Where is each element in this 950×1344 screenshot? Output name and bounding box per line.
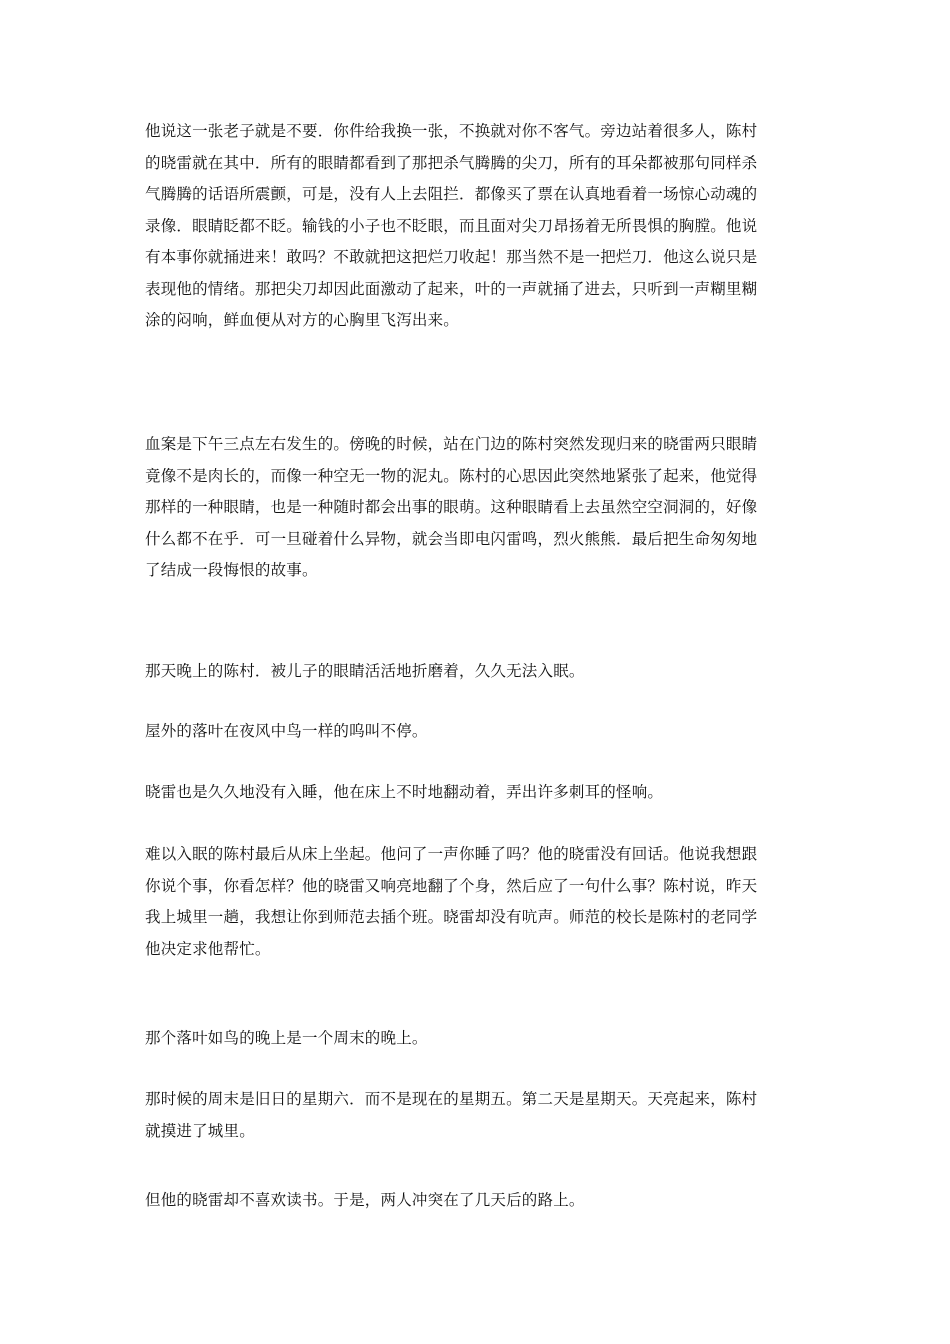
text-line: 晓雷也是久久地没有入睡，他在床上不时地翻动着，弄出许多刺耳的怪响。 — [145, 783, 664, 801]
paragraph-5 — [145, 777, 809, 809]
paragraph-6 — [145, 839, 809, 965]
paragraph-3 — [145, 656, 809, 688]
paragraph-9 — [145, 1185, 809, 1217]
paragraph-2 — [145, 429, 809, 587]
text-line: 的晓雷就在其中．所有的眼睛都看到了那把杀气腾腾的尖刀，所有的耳朵都被那句同样杀 — [145, 153, 758, 172]
text-line: 那个落叶如鸟的晚上是一个周末的晚上。 — [145, 1029, 428, 1047]
text-line: 录像．眼睛眨都不眨。输钱的小子也不眨眼，而且面对尖刀昂扬着无所畏惧的胸膛。他说 — [145, 216, 758, 235]
text-line: 屋外的落叶在夜风中鸟一样的呜叫不停。 — [145, 722, 428, 740]
text-line: 表现他的情绪。那把尖刀却因此面激动了起来，叶的一声就捅了进去，只听到一声糊里糊 — [145, 279, 758, 298]
text-line: 就摸进了城里。 — [145, 1121, 255, 1140]
text-line: 他说这一张老子就是不要．你件给我换一张，不换就对你不客气。旁边站着很多人，陈村 — [145, 122, 758, 140]
text-line: 你说个事，你看怎样？他的晓雷又响亮地翻了个身，然后应了一句什么事？陈村说，昨天 — [145, 876, 758, 895]
text-line: 涂的闷响，鲜血便从对方的心胸里飞泻出来。 — [145, 311, 460, 329]
text-line: 气腾腾的话语所震颤，可是，没有人上去阻拦．都像买了票在认真地看着一场惊心动魂的 — [145, 185, 758, 203]
text-line: 但他的晓雷却不喜欢读书。于是，两人冲突在了几天后的路上。 — [145, 1191, 585, 1209]
paragraph-8 — [145, 1084, 809, 1147]
text-line: 他决定求他帮忙。 — [145, 939, 271, 958]
paragraph-4 — [145, 716, 809, 748]
text-line: 竟像不是肉长的，而像一种空无一物的泥丸。陈村的心思因此突然地紧张了起来，他觉得 — [145, 466, 758, 485]
text-line: 了结成一段悔恨的故事。 — [145, 561, 318, 579]
text-line: 我上城里一趟，我想让你到师范去插个班。晓雷却没有吭声。师范的校长是陈村的老同学 — [145, 908, 758, 926]
text-line: 什么都不在乎．可一旦碰着什么异物，就会当即电闪雷鸣，烈火熊熊．最后把生命匆匆地 — [145, 529, 758, 548]
paragraph-7 — [145, 1023, 809, 1055]
text-line: 有本事你就捅进来！敢吗？不敢就把这把烂刀收起！那当然不是一把烂刀．他这么说只是 — [145, 248, 758, 266]
text-line: 那样的一种眼睛，也是一种随时都会出事的眼萌。这种眼睛看上去虽然空空洞洞的，好像 — [145, 498, 758, 516]
text-line: 那时候的周末是旧日的星期六．而不是现在的星期五。第二天是星期天。天亮起来，陈村 — [145, 1090, 758, 1108]
paragraph-1 — [145, 116, 809, 337]
text-line: 血案是下午三点左右发生的。傍晚的时候，站在门边的陈村突然发现归来的晓雷两只眼睛 — [145, 435, 758, 453]
text-line: 那天晚上的陈村．被儿子的眼睛活活地折磨着，久久无法入眠。 — [145, 662, 585, 680]
text-line: 难以入眠的陈村最后从床上坐起。他问了一声你睡了吗？他的晓雷没有回话。他说我想跟 — [145, 845, 758, 863]
